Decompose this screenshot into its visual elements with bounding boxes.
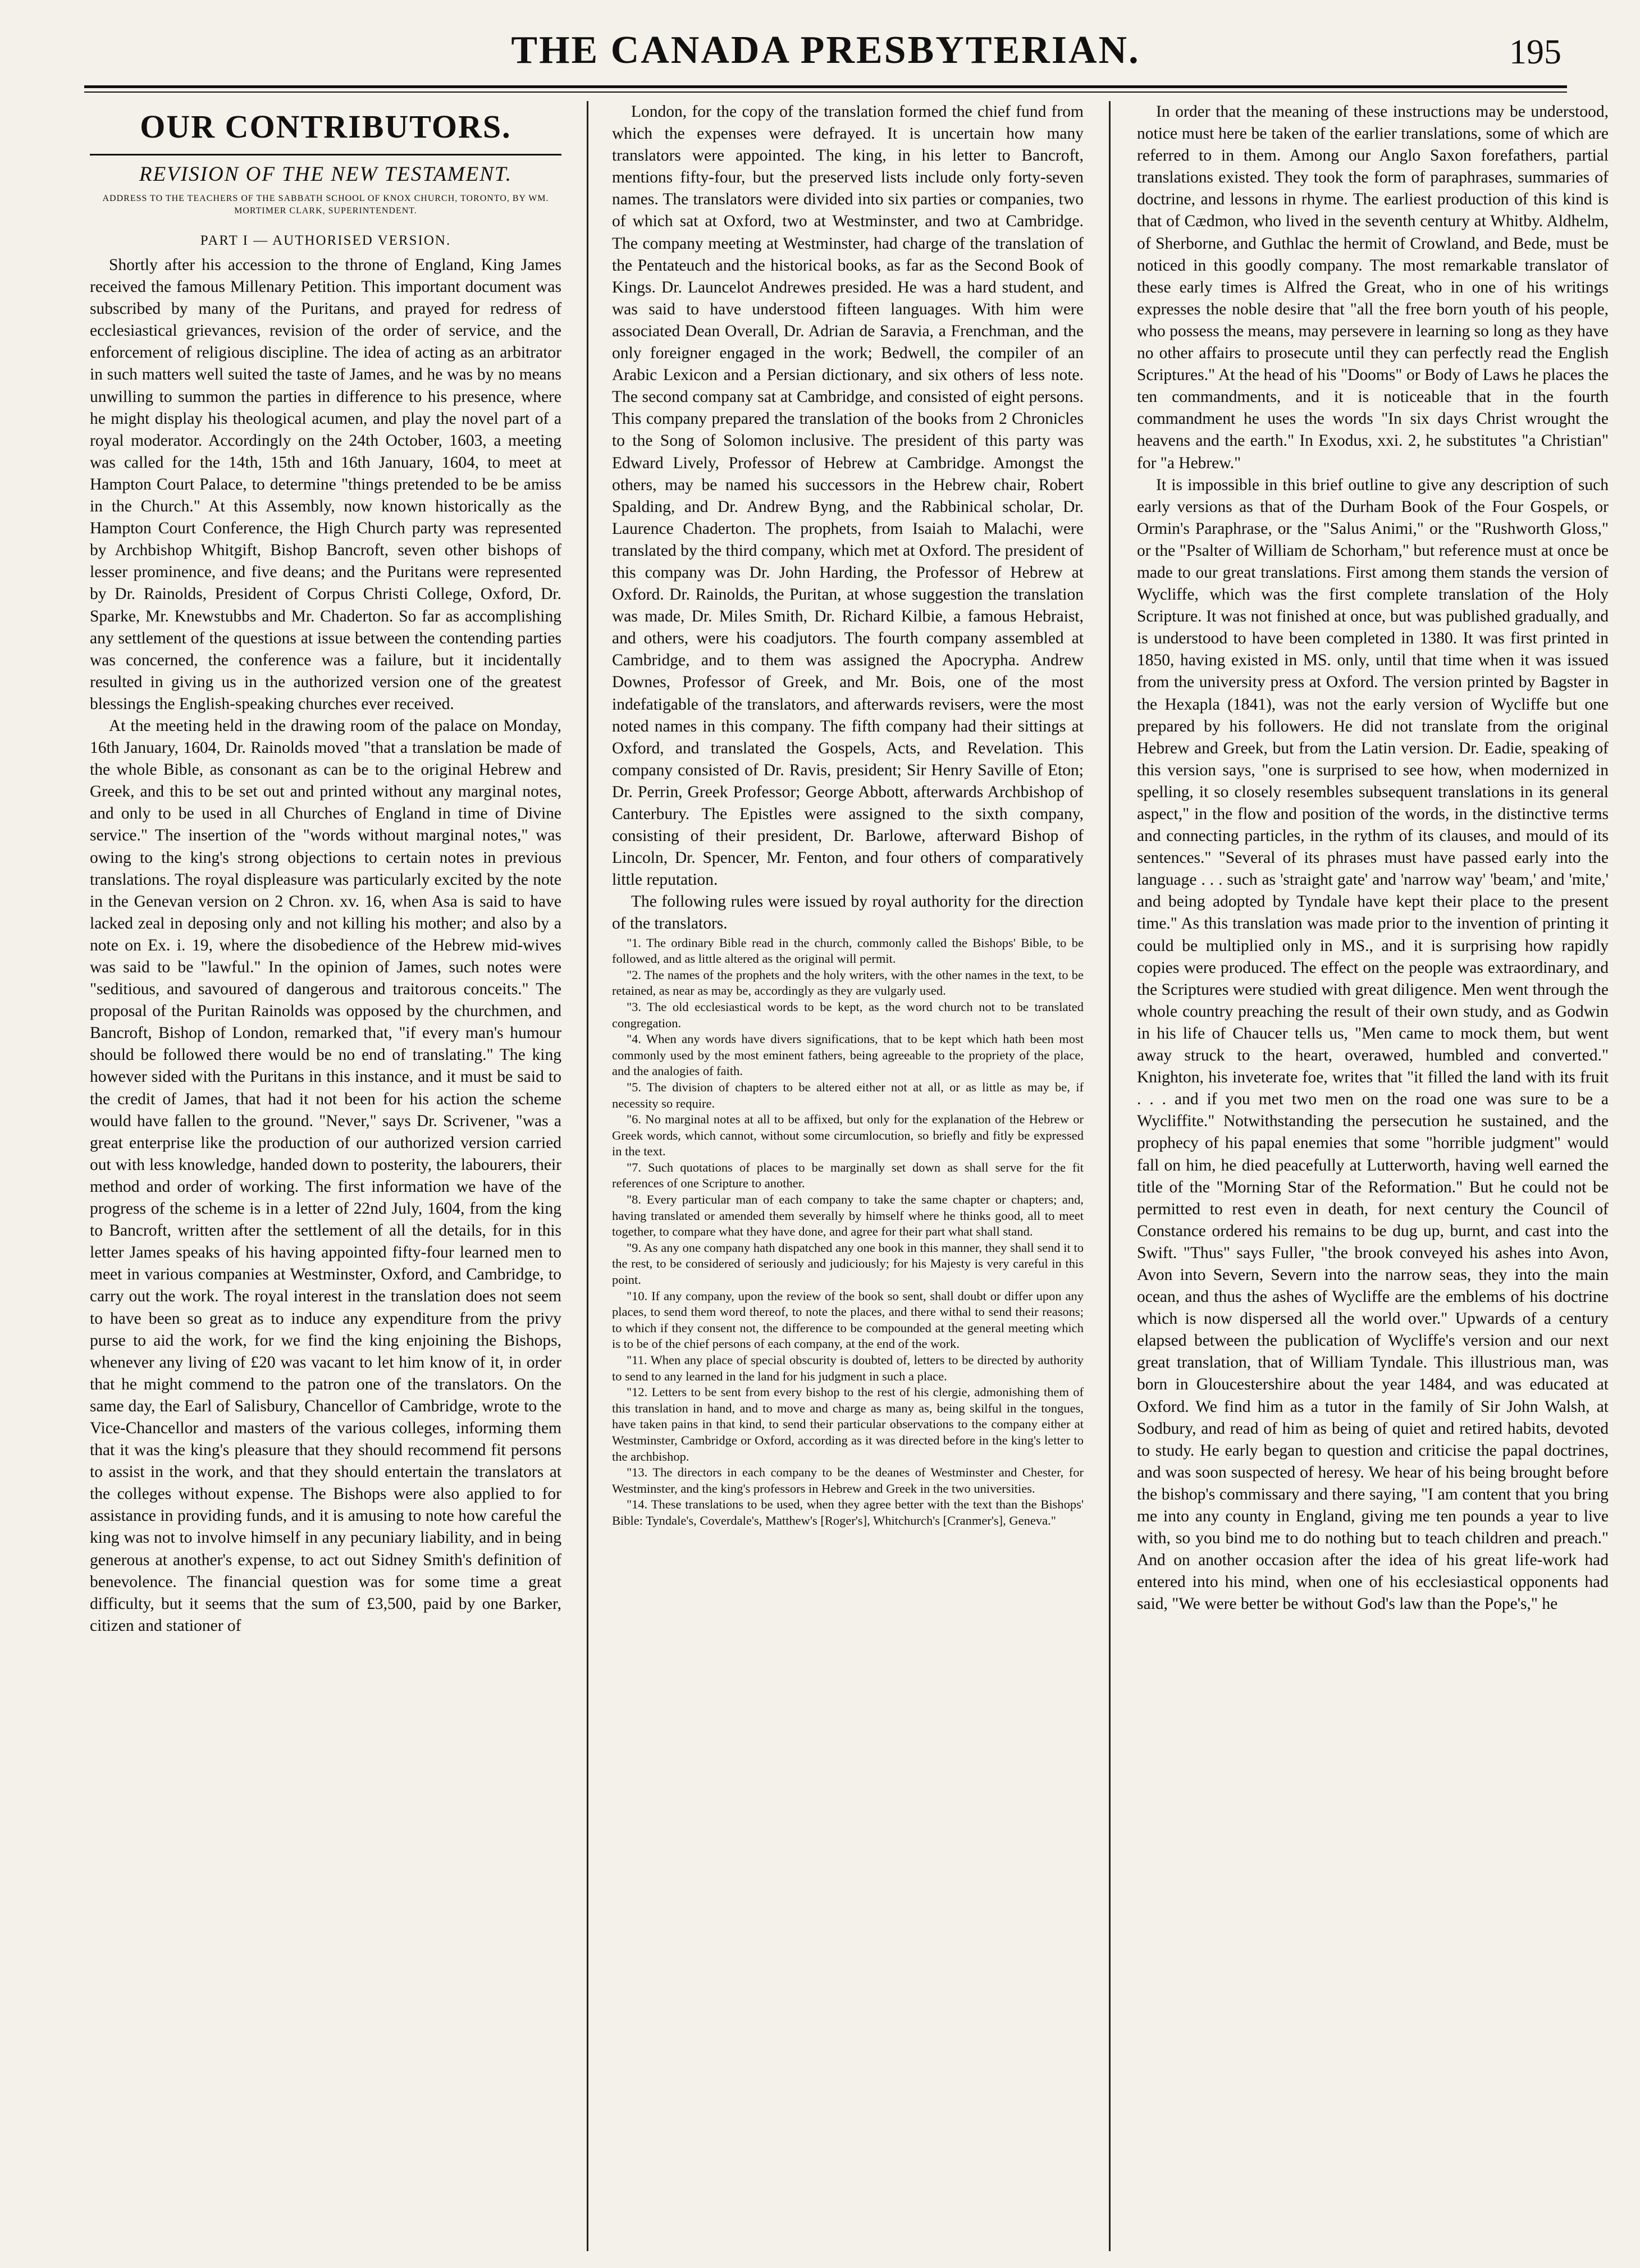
rule-item: "13. The directors in each company to be the deanes of Westminster and Chester, for Westminster, and the king's professors in Hebrew and Greek in the two universities.	[612, 1465, 1084, 1496]
paragraph: At the meeting held in the drawing room of the palace on Monday, 16th January, 1604, Dr. Rainolds moved "that a translation be made of the whole Bible, as consonant as can be to the original Hebrew and Greek, and this to be set out and printed without any marginal notes, and only to be used in all Churches of England in time of Divine service." The insertion of the "words without marginal notes," was owing to the king's strong objections to certain notes in previous translations. The royal displeasure was particularly excited by the note in the Genevan version on 2 Chron. xv. 16, when Asa is said to have lacked zeal in deposing only and not killing his mother; and also by a note on Ex. i. 19, where the disobedience of the Hebrew mid-wives was said to be "lawful." In the opinion of James, such notes were "seditious, and savoured of dangerous and traitorous conceits." The proposal of the Puritan Rainolds was opposed by the churchmen, and Bancroft, Bishop of London, remarked that, "if every man's humour should be followed there would be no end of translating." The king however sided with the Puritans in this instance, and it must be said to the credit of James, that had it not been for his action the scheme would have fallen to the ground. "Never," says Dr. Scrivener, "was a great enterprise like the production of our authorized version carried out with less knowledge, handed down to posterity, the labourers, their method and order of working. The first information we have of the progress of the scheme is in a letter of 22nd July, 1604, from the king to Bancroft, written after the settlement of all the details, for in this letter James speaks of his having appointed fifty-four learned men to meet in various companies at Westminster, Oxford, and Cambridge, to carry out the work. The royal interest in the translation does not seem to have been so great as to induce any expenditure from the privy purse to aid the work, for we find the king enjoining the Bishops, whenever any living of £20 was vacant to let him know of it, in order that he might commend to the patron one of the translators. On the same day, the Earl of Salisbury, Chancellor of Cambridge, wrote to the Vice-Chancellor and masters of the various colleges, informing them that it was the king's pleasure that they should recommend fit persons to assist in the work, and that they should entertain the translators at the colleges without expense. The Bishops were also applied to for assistance in providing funds, and it is amusing to note how careful the king was not to involve himself in any pecuniary liability, and in being generous at another's expense, to act out Sidney Smith's definition of benevolence. The financial question was for some time a great difficulty, but it seems that the sum of £3,500, paid by one Barker, citizen and stationer of	[90, 716, 561, 1635]
article-part-heading: PART I — AUTHORISED VERSION.	[200, 233, 451, 248]
article-title: REVISION OF THE NEW TESTAMENT.	[139, 163, 512, 186]
paragraph: Shortly after his accession to the throne of England, King James received the famous Millenary Petition. This important document was subscribed by many of the Puritans, and prayed for redress of ecclesiastical grievances, revision of the order of service, and the enforcement of religious discipline. The idea of acting as an arbitrator in such matters well suited the taste of James, and he was by no means unwilling to summon the parties in difference to his presence, where he might display his theological acumen, and play the novel part of a royal moderator. Accordingly on the 24th October, 1603, a meeting was called for the 14th, 15th and 16th January, 1604, to meet at Hampton Court Palace, to determine "things pretended to be be amiss in the Church." At this Assembly, now known historically as the Hampton Court Conference, the High Church party was represented by Archbishop Whitgift, Bishop Bancroft, seven other bishops of lesser prominence, and five deans; and the Puritans were represented by Dr. Rainolds, President of Corpus Christi College, Oxford, Dr. Sparke, Mr. Knewstubbs and Mr. Chaderton. So far as accomplishing any settlement of the questions at issue between the contending parties was concerned, the conference was a failure, but it incidentally resulted in giving us in the authorized version one of the greatest blessings the English-speaking churches ever received.	[90, 256, 561, 713]
rule-item: "6. No marginal notes at all to be affixed, but only for the explanation of the Hebrew or Greek words, which cannot, without some circumlocution, so briefly and fitly be expressed in the text.	[612, 1112, 1084, 1159]
rule-item: "11. When any place of special obscurity is doubted of, letters to be directed by authority to send to any learned in the land for his judgment in such a place.	[612, 1353, 1084, 1383]
column-3	[1137, 101, 1609, 2251]
rule-item: "2. The names of the prophets and the holy writers, with the other names in the text, to be retained, as near as may be, accordingly as they are vulgarly used.	[612, 967, 1084, 998]
rule-item: "12. Letters to be sent from every bishop to the rest of his clergie, admonishing them of this translation in hand, and to move and charge as many as, being skilful in the tongues, have taken pains in that kind, to send their particular observations to the company either at Westminster, Cambridge or Oxford, according as it was directed before in the king's letter to the archbishop.	[612, 1385, 1084, 1464]
column-divider-2	[1109, 101, 1111, 2251]
article-byline: ADDRESS TO THE TEACHERS OF THE SABBATH SCHOOL OF KNOX CHURCH, TORONTO, BY WM. MORTIMER CLARK, SUPERINTENDENT.	[102, 194, 549, 216]
column-1	[90, 101, 561, 2251]
rule-item: "8. Every particular man of each company to take the same chapter or chapters; and, having translated or amended them severally by himself where he thinks good, all to meet together, to compare what they have done, and agree for their part what shall stand.	[612, 1192, 1084, 1239]
paragraph: The following rules were issued by royal authority for the direction of the translators.	[612, 893, 1084, 933]
page-number: 195	[1509, 33, 1561, 71]
rule-item: "7. Such quotations of places to be marginally set down as shall serve for the fit references of one Scripture to another.	[612, 1160, 1084, 1191]
rule-item: "5. The division of chapters to be altered either not at all, or as little as may be, if necessity so require.	[612, 1080, 1084, 1110]
rule-item: "4. When any words have divers significations, that to be kept which hath been most commonly used by the most eminent fathers, being agreeable to the propriety of the place, and the analogies of faith.	[612, 1032, 1084, 1078]
masthead	[84, 22, 1567, 84]
rule-item: "10. If any company, upon the review of the book so sent, shall doubt or differ upon any places, to send them word thereof, to note the places, and there withal to send their reasons; to which if they consent not, the difference to be compounded at the general meeting which is to be of the chief persons of each company, at the end of the work.	[612, 1288, 1084, 1351]
paragraph: In order that the meaning of these instructions may be understood, notice must here be taken of the earlier translations, some of which are referred to in them. Among our Anglo Saxon forefathers, partial translations existed. They took the form of paraphrases, summaries of doctrine, and lessons in rhyme. The earliest production of this kind is that of Cædmon, who lived in the seventh century at Whitby. Aldhelm, of Sherborne, and Guthlac the hermit of Crowland, and Bede, must be noticed in this goodly company. The most remarkable translator of these early times is Alfred the Great, who in one of his writings expresses the noble desire that "all the free born youth of his people, who possess the means, may persevere in learning so long as they have no other affairs to prosecute until they can perfectly read the English Scriptures." At the head of his "Dooms" or Body of Laws he places the ten commandments, and it is noticeable that in the fourth commandment he uses the words "In six days Christ wrought the heavens and the earth." In Exodus, xxi. 2, he substitutes "a Christian" for "a Hebrew."	[1137, 103, 1609, 472]
section-heading: OUR CONTRIBUTORS.	[140, 108, 511, 145]
newspaper-title: THE CANADA PRESBYTERIAN.	[511, 29, 1140, 72]
masthead-rule-thin	[84, 92, 1567, 93]
paragraph: London, for the copy of the translation formed the chief fund from which the expenses were defrayed. It is uncertain how many translators were appointed. The king, in his letter to Bancroft, mentions fifty-four, but the preserved lists include only forty-seven names. The translators were divided into six parties or companies, two of which sat at Oxford, two at Westminster, and two at Cambridge. The company meeting at Westminster, had charge of the translation of the Pentateuch and the historical books, as far as the Second Book of Kings. Dr. Launcelot Andrewes presided. He was a hard student, and was said to have understood fifteen languages. With him were associated Dean Overall, Dr. Adrian de Saravia, a Frenchman, and the only foreigner engaged in the work; Bedwell, the compiler of an Arabic Lexicon and a Persian dictionary, and six others of less note. The second company sat at Cambridge, and consisted of eight persons. This company prepared the translation of the books from 2 Chronicles to the Song of Solomon inclusive. The president of this party was Edward Lively, Professor of Hebrew at Cambridge. Amongst the others, may be named his successors in the Hebrew chair, Robert Spalding, and Dr. Andrew Byng, and the Rabbinical scholar, Dr. Laurence Chaderton. The prophets, from Isaiah to Malachi, were translated by the third company, which met at Oxford. The president of this company was Dr. John Harding, the Professor of Hebrew at Oxford. Dr. Rainolds, the Puritan, at whose suggestion the translation was made, Dr. Miles Smith, Dr. Richard Kilbie, a famous Hebraist, and others, were his coadjutors. The fourth company assembled at Cambridge, and to them was assigned the Apocrypha. Andrew Downes, Professor of Greek, and Mr. Bois, one of the most indefatigable of the translators, and afterwards revisers, were the most noted names in this company. The fifth company had their sittings at Oxford, and translated the Gospels, Acts, and Revelation. This company consisted of Dr. Ravis, president; Sir Henry Saville of Eton; Dr. Perrin, Greek Professor; George Abbott, afterwards Archbishop of Canterbury. The Epistles were assigned to the sixth company, consisting of their president, Dr. Barlowe, afterward Bishop of Lincoln, Dr. Spencer, Mr. Fenton, and four others of comparatively little reputation.	[612, 103, 1084, 889]
masthead-rule-thick	[84, 85, 1567, 88]
section-rule	[90, 154, 561, 156]
rule-item: "3. The old ecclesiastical words to be kept, as the word church not to be translated congregation.	[612, 999, 1084, 1030]
rule-item: "9. As any one company hath dispatched any one book in this manner, they shall send it to the rest, to be considered of seriously and judiciously; for his Majesty is very careful in this point.	[612, 1240, 1084, 1287]
rule-item: "1. The ordinary Bible read in the church, commonly called the Bishops' Bible, to be followed, and as little altered as the original will permit.	[612, 935, 1084, 966]
column-divider-1	[587, 101, 588, 2251]
column-2	[612, 101, 1084, 2251]
paragraph: It is impossible in this brief outline to give any description of such early versions as that of the Durham Book of the Four Gospels, or Ormin's Paraphrase, or the "Salus Animi," or the "Rushworth Gloss," or the "Psalter of William de Schorham," but reference must at once be made to our great translations. First among them stands the version of Wycliffe, which was the first complete translation of the Holy Scripture. It was not finished at once, but was published gradually, and is understood to have been completed in 1380. It was first printed in 1850, having existed in MS. only, until that time when it was issued from the university press at Oxford. The version printed by Bagster in the Hexapla (1841), was not the early version of Wycliffe but one prepared by his followers. He did not translate from the original Hebrew and Greek, but from the Latin version. Dr. Eadie, speaking of this version says, "one is surprised to see how, when modernized in spelling, it so closely resembles subsequent translations in its general aspect," in the flow and position of the words, in the distinctive terms and connecting particles, in the rythm of its clauses, and mould of its sentences." "Several of its phrases must have passed early into the language . . . such as 'straight gate' and 'narrow way' 'beam,' and 'mite,' and being adopted by Tyndale have kept their place to the present time." As this translation was made prior to the invention of printing it could be multiplied only in MS., and it is surprising how rapidly copies were produced. The effect on the people was extraordinary, and the Scriptures were studied with great diligence. Men went through the whole country preaching the result of their own study, and as Godwin in his life of Chaucer tells us, "Men came to mock them, but went away struck to the heart, overawed, humbled and converted." Knighton, his inveterate foe, writes that "it filled the land with its fruit . . . and if you met two men on the road one was sure to be a Wycliffite." Notwithstanding the persecution he sustained, and the prophecy of his papal enemies that some "horrible judgment" would fall on him, he died peacefully at Lutterworth, having well earned the title of the "Morning Star of the Reformation." But he could not be permitted to rest even in death, for next century the Council of Constance ordered his remains to be dug up, burnt, and cast into the Swift. "Thus" says Fuller, "the brook conveyed his ashes into Avon, Avon into Severn, Severn into the narrow seas, they into the main ocean, and thus the ashes of Wycliffe are the emblems of his doctrine which is now dispersed all the world over." Upwards of a century elapsed between the publication of Wycliffe's version and our next great translation, that of William Tyndale. This illustrious man, was born in Gloucestershire about the year 1484, and was educated at Oxford. We find him as a tutor in the family of Sir John Walsh, at Sodbury, and read of him as being of quiet and retired habits, devoted to study. He early began to question and criticise the papal doctrines, and was soon suspected of heresy. We hear of his being brought before the bishop's commissary and there saying, "I am content that you bring me into any county in England, giving me ten pounds a year to live with, so you bind me to do nothing but to teach children and preach." And on another occasion after the idea of his great life-work had entered into his mind, when one of his ecclesiastical opponents had said, "We were better be without God's law than the Pope's," he	[1137, 475, 1609, 1613]
rule-item: "14. These translations to be used, when they agree better with the text than the Bishops' Bible: Tyndale's, Coverdale's, Matthew's [Roger's], Whitchurch's [Cranmer's], Geneva."	[612, 1497, 1084, 1528]
